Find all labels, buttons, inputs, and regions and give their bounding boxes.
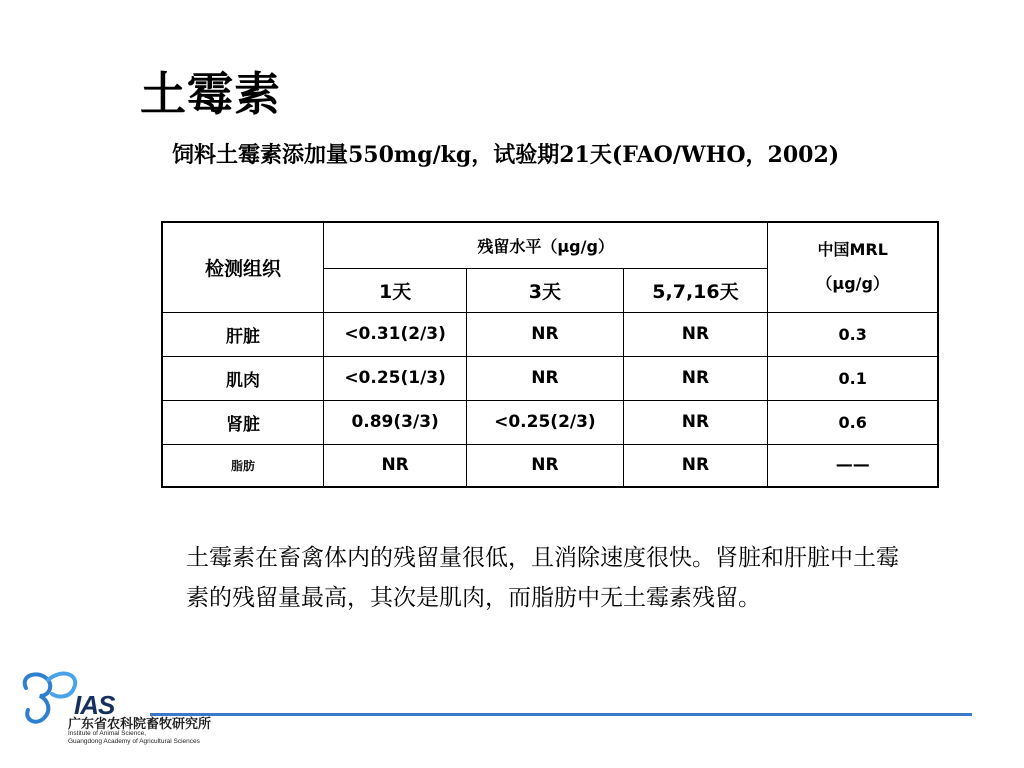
- footer-divider: [150, 713, 972, 716]
- logo-name-en: [68, 730, 200, 746]
- header-mrl-line2: （μg/g）: [816, 274, 889, 294]
- table-row: [162, 356, 938, 400]
- header-mrl-line1: 中国MRL: [817, 240, 888, 260]
- logo-name-cn: 广东省农科院畜牧研究所: [68, 717, 212, 732]
- table-row: [162, 444, 938, 487]
- header-day-3: 3天: [467, 268, 623, 312]
- mrl-cell: ——: [768, 444, 938, 487]
- logo-name-en-line1: Institute of Animal Science,: [68, 730, 147, 737]
- mrl-cell: 0.1: [768, 356, 938, 400]
- day5-cell: NR: [623, 400, 768, 444]
- day5-cell: NR: [623, 356, 768, 400]
- header-day-5-7-16: 5,7,16天: [623, 268, 768, 312]
- slide-subtitle: 饲料土霉素添加量550mg/kg，试验期21天(FAO/WHO，2002): [172, 142, 840, 168]
- mrl-cell: 0.6: [768, 400, 938, 444]
- logo-name-en-line2: Guangdong Academy of Agricultural Sciences: [68, 738, 200, 745]
- day3-cell: <0.25(2/3): [467, 400, 623, 444]
- slide-title: 土霉素: [140, 67, 281, 121]
- table-row: [162, 312, 938, 356]
- day3-cell: NR: [467, 312, 623, 356]
- mrl-cell: 0.3: [768, 312, 938, 356]
- day5-cell: NR: [623, 312, 768, 356]
- tissue-cell: 肝脏: [162, 312, 323, 356]
- header-mrl: [768, 222, 938, 312]
- day1-cell: <0.31(2/3): [323, 312, 466, 356]
- day3-cell: NR: [467, 356, 623, 400]
- day5-cell: NR: [623, 444, 768, 487]
- header-tissue: 检测组织: [162, 222, 323, 312]
- logo-mark: IAS: [74, 690, 115, 720]
- header-day-1: 1天: [323, 268, 466, 312]
- tissue-cell: 脂肪: [162, 444, 323, 487]
- day1-cell: <0.25(1/3): [323, 356, 466, 400]
- header-residue-level: 残留水平（μg/g）: [323, 222, 767, 268]
- tissue-cell: 肾脏: [162, 400, 323, 444]
- summary-paragraph: 土霉素在畜禽体内的残留量很低，且消除速度很快。肾脏和肝脏中土霉素的残留量最高，其次是肌肉，而脂肪中无土霉素残留。: [186, 545, 899, 611]
- table-row: [162, 400, 938, 444]
- day1-cell: 0.89(3/3): [323, 400, 466, 444]
- tissue-cell: 肌肉: [162, 356, 323, 400]
- residue-table: [161, 221, 939, 488]
- day3-cell: NR: [467, 444, 623, 487]
- day1-cell: NR: [323, 444, 466, 487]
